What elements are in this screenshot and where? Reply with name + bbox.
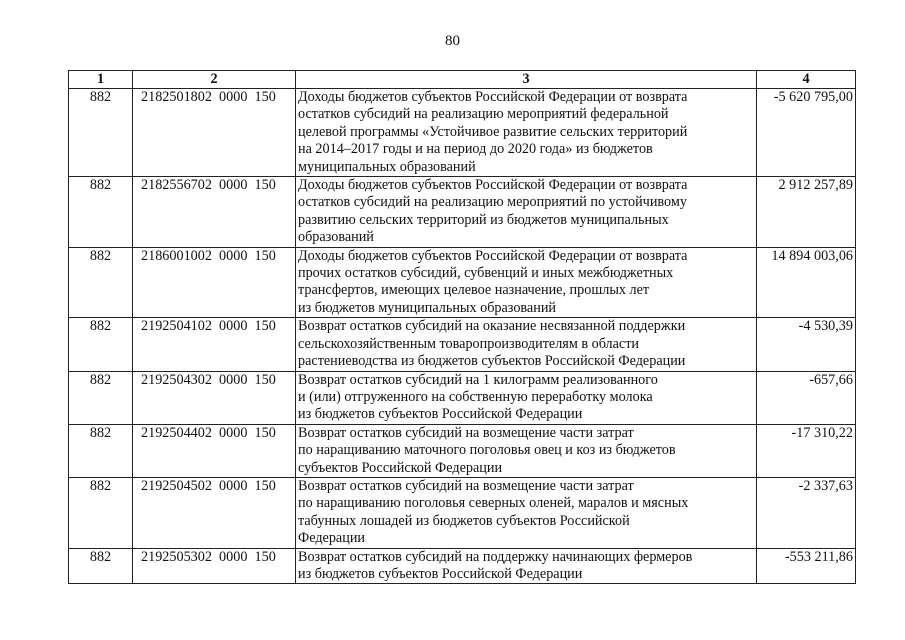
budget-table xyxy=(68,70,856,584)
table-row xyxy=(69,89,856,177)
description-line: остатков субсидий на реализацию мероприятий федеральной xyxy=(298,106,669,123)
budget-code-cell: 2192504402 0000 150 xyxy=(133,424,296,477)
description-cell xyxy=(296,371,757,424)
description-cell xyxy=(296,177,757,248)
description-line: трансфертов, имеющих целевое назначение, прошлых лет xyxy=(298,282,650,299)
description-line: и (или) отгруженного на собственную переработку молока xyxy=(298,388,653,405)
description-cell xyxy=(296,548,757,584)
description-line: из бюджетов субъектов Российской Федерации xyxy=(298,406,583,423)
description-line: растениеводства из бюджетов субъектов Российской Федерации xyxy=(298,353,686,370)
admin-code-cell: 882 xyxy=(69,548,133,584)
description-line: Федерации xyxy=(298,530,366,547)
description-cell xyxy=(296,424,757,477)
description-line: субъектов Российской Федерации xyxy=(298,459,503,476)
description-line: Доходы бюджетов субъектов Российской Федерации от возврата xyxy=(298,177,688,194)
budget-code-cell: 2192504502 0000 150 xyxy=(133,477,296,548)
admin-code-cell: 882 xyxy=(69,318,133,371)
description-line: остатков субсидий на реализацию мероприятий по устойчивому xyxy=(298,194,687,211)
budget-code-cell: 2192505302 0000 150 xyxy=(133,548,296,584)
description-line: по наращиванию маточного поголовья овец и коз из бюджетов xyxy=(298,442,676,459)
table-row xyxy=(69,371,856,424)
description-line: Доходы бюджетов субъектов Российской Федерации от возврата xyxy=(298,247,688,264)
description-line: сельскохозяйственным товаропроизводителям в области xyxy=(298,335,640,352)
description-line: из бюджетов субъектов Российской Федерации xyxy=(298,565,583,582)
description-line: Возврат остатков субсидий на оказание несвязанной поддержки xyxy=(298,318,686,335)
amount-cell: -4 530,39 xyxy=(757,318,856,371)
column-header: 4 xyxy=(757,71,856,89)
admin-code-cell: 882 xyxy=(69,477,133,548)
column-header: 3 xyxy=(296,71,757,89)
description-line: развитию сельских территорий из бюджетов муниципальных xyxy=(298,211,669,228)
amount-cell: -17 310,22 xyxy=(757,424,856,477)
budget-code-cell: 2192504102 0000 150 xyxy=(133,318,296,371)
description-line: муниципальных образований xyxy=(298,158,476,175)
table-row xyxy=(69,424,856,477)
description-line: Возврат остатков субсидий на 1 килограмм реализованного xyxy=(298,371,658,388)
description-line: Возврат остатков субсидий на возмещение части затрат xyxy=(298,424,634,441)
description-line: образований xyxy=(298,229,374,246)
description-line: целевой программы «Устойчивое развитие сельских территорий xyxy=(298,123,688,140)
admin-code-cell: 882 xyxy=(69,424,133,477)
description-line: из бюджетов муниципальных образований xyxy=(298,299,556,316)
table-row xyxy=(69,247,856,318)
amount-cell: -5 620 795,00 xyxy=(757,89,856,177)
description-cell xyxy=(296,89,757,177)
description-cell xyxy=(296,318,757,371)
table-body xyxy=(69,89,856,584)
description-cell xyxy=(296,247,757,318)
column-header: 2 xyxy=(133,71,296,89)
amount-cell: 14 894 003,06 xyxy=(757,247,856,318)
table-row xyxy=(69,548,856,584)
column-header: 1 xyxy=(69,71,133,89)
description-line: прочих остатков субсидий, субвенций и иных межбюджетных xyxy=(298,265,674,282)
amount-cell: 2 912 257,89 xyxy=(757,177,856,248)
amount-cell: -553 211,86 xyxy=(757,548,856,584)
budget-code-cell: 2192504302 0000 150 xyxy=(133,371,296,424)
amount-cell: -2 337,63 xyxy=(757,477,856,548)
description-line: на 2014–2017 годы и на период до 2020 года» из бюджетов xyxy=(298,141,653,158)
amount-cell: -657,66 xyxy=(757,371,856,424)
description-line: Возврат остатков субсидий на возмещение части затрат xyxy=(298,477,634,494)
budget-code-cell: 2182501802 0000 150 xyxy=(133,89,296,177)
admin-code-cell: 882 xyxy=(69,177,133,248)
budget-code-cell: 2182556702 0000 150 xyxy=(133,177,296,248)
table-row xyxy=(69,318,856,371)
table-header-row xyxy=(69,71,856,89)
budget-code-cell: 2186001002 0000 150 xyxy=(133,247,296,318)
table-row xyxy=(69,177,856,248)
admin-code-cell: 882 xyxy=(69,371,133,424)
admin-code-cell: 882 xyxy=(69,247,133,318)
description-cell xyxy=(296,477,757,548)
description-line: Возврат остатков субсидий на поддержку начинающих фермеров xyxy=(298,548,693,565)
admin-code-cell: 882 xyxy=(69,89,133,177)
description-line: табунных лошадей из бюджетов субъектов Российской xyxy=(298,512,630,529)
description-line: по наращиванию поголовья северных оленей, маралов и мясных xyxy=(298,495,689,512)
description-line: Доходы бюджетов субъектов Российской Федерации от возврата xyxy=(298,89,688,105)
page-number: 80 xyxy=(445,33,460,49)
table-row xyxy=(69,477,856,548)
